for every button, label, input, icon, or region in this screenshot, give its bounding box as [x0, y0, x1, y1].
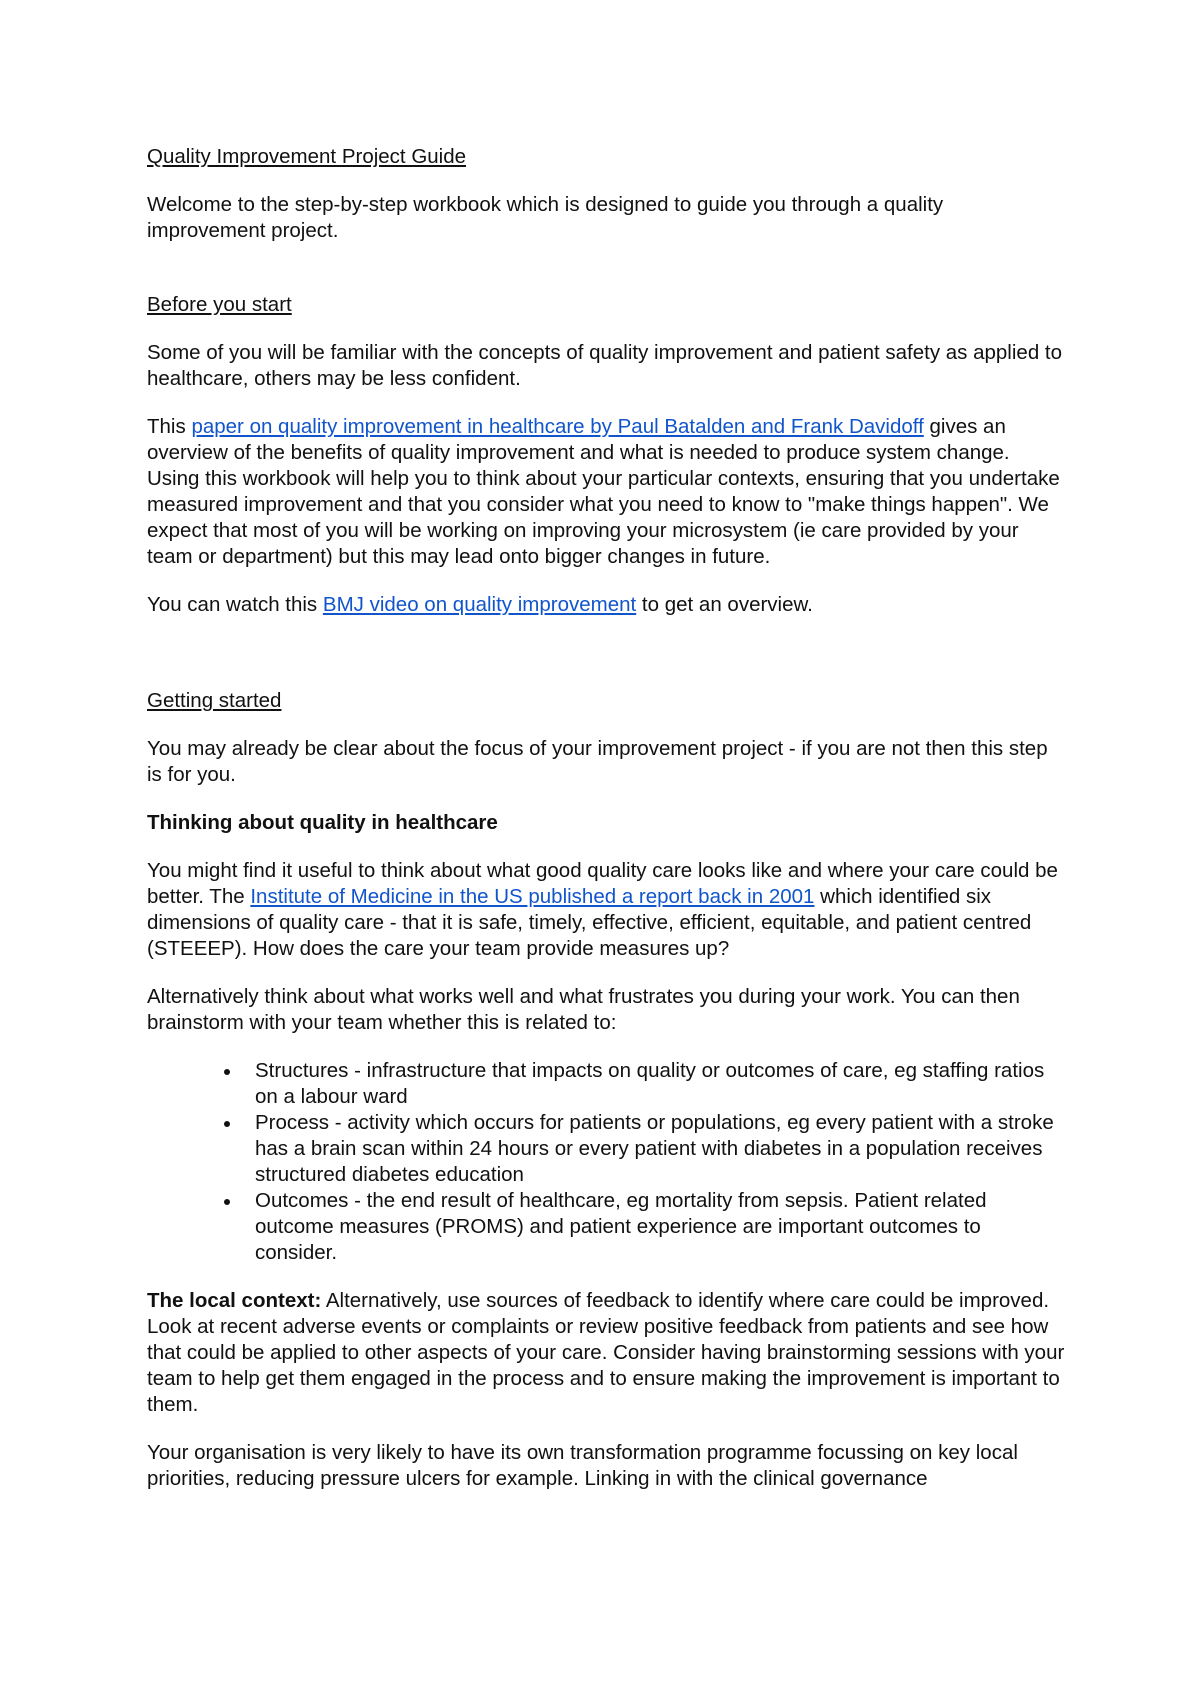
getting-paragraph-1: You may already be clear about the focus of your improvement project - if you are not then this step is for you. — [147, 737, 1048, 786]
before-paragraph-2 — [147, 414, 1067, 570]
local-context-text: Alternatively, use sources of feedback to identify where care could be improved. Look at recent adverse events or complaints or review positive feedback from patients and see how that could be applied to other aspects of your care. Consider having brainstorming sessions with your team to help get them engaged in the process and to ensure making the improvement is important to them. — [147, 1289, 1065, 1416]
bullet-icon — [224, 1199, 230, 1205]
list-item-text: Structures - infrastructure that impacts on quality or outcomes of care, eg staffing ratios on a labour ward — [255, 1059, 1045, 1108]
document-title: Quality Improvement Project Guide — [147, 145, 467, 168]
local-context-label: The local context: — [147, 1289, 322, 1312]
getting-paragraph-2 — [147, 858, 1067, 962]
list-item — [255, 1188, 1067, 1266]
organisation-paragraph: Your organisation is very likely to have its own transformation programme focussing on key local priorities, reducing pressure ulcers for example. Linking in with the clinical governance — [147, 1441, 1018, 1490]
getting-started-heading: Getting started — [147, 689, 282, 712]
before-paragraph-2-body: gives an overview of the benefits of quality improvement and what is needed to produce system change. Using this workbook will help you to think about your particular contexts, ensuring that you undertake measured improvement and that you consider what you need to know to "make things happen". We expect that most of you will be working on improving your microsystem (ie care provided by your team or department) but this may lead onto bigger changes in future. — [147, 415, 1060, 568]
before-paragraph-3 — [147, 592, 1067, 618]
list-item — [255, 1110, 1067, 1188]
institute-of-medicine-report-link[interactable]: Institute of Medicine in the US published a report back in 2001 — [250, 885, 815, 908]
bmj-video-link[interactable]: BMJ video on quality improvement — [322, 593, 637, 616]
batalden-davidoff-paper-link[interactable]: paper on quality improvement in healthcare by Paul Batalden and Frank Davidoff — [191, 415, 924, 438]
document-page — [147, 144, 1067, 1492]
getting-paragraph-2-body: which identified six dimensions of quality care - that it is safe, timely, effective, efficient, equitable, and patient centred (STEEEP). How does the care your team provide measures up? — [147, 885, 1032, 960]
before-paragraph-3-tail: to get an overview. — [636, 593, 813, 616]
list-item — [255, 1058, 1067, 1110]
quality-subheading: Thinking about quality in healthcare — [147, 811, 498, 834]
before-paragraph-2-lead: This — [147, 415, 192, 438]
list-item-text: Process - activity which occurs for patients or populations, eg every patient with a stroke has a brain scan within 24 hours or every patient with diabetes in a population receives structured diabetes education — [255, 1111, 1054, 1186]
getting-paragraph-3: Alternatively think about what works well and what frustrates you during your work. You can then brainstorm with your team whether this is related to: — [147, 985, 1020, 1034]
getting-paragraph-2-lead: You might find it useful to think about what good quality care looks like and where your care could be better. The — [147, 859, 1058, 908]
structures-process-outcomes-list — [147, 1058, 1067, 1266]
before-paragraph-3-lead: You can watch this — [147, 593, 323, 616]
local-context-paragraph — [147, 1288, 1067, 1418]
bullet-icon — [224, 1121, 230, 1127]
before-start-heading: Before you start — [147, 293, 292, 316]
before-paragraph-1: Some of you will be familiar with the concepts of quality improvement and patient safety as applied to healthcare, others may be less confident. — [147, 341, 1063, 390]
bullet-icon — [224, 1069, 230, 1075]
intro-paragraph: Welcome to the step-by-step workbook which is designed to guide you through a quality improvement project. — [147, 193, 944, 242]
list-item-text: Outcomes - the end result of healthcare, eg mortality from sepsis. Patient related outcome measures (PROMS) and patient experience are important outcomes to consider. — [255, 1189, 987, 1264]
